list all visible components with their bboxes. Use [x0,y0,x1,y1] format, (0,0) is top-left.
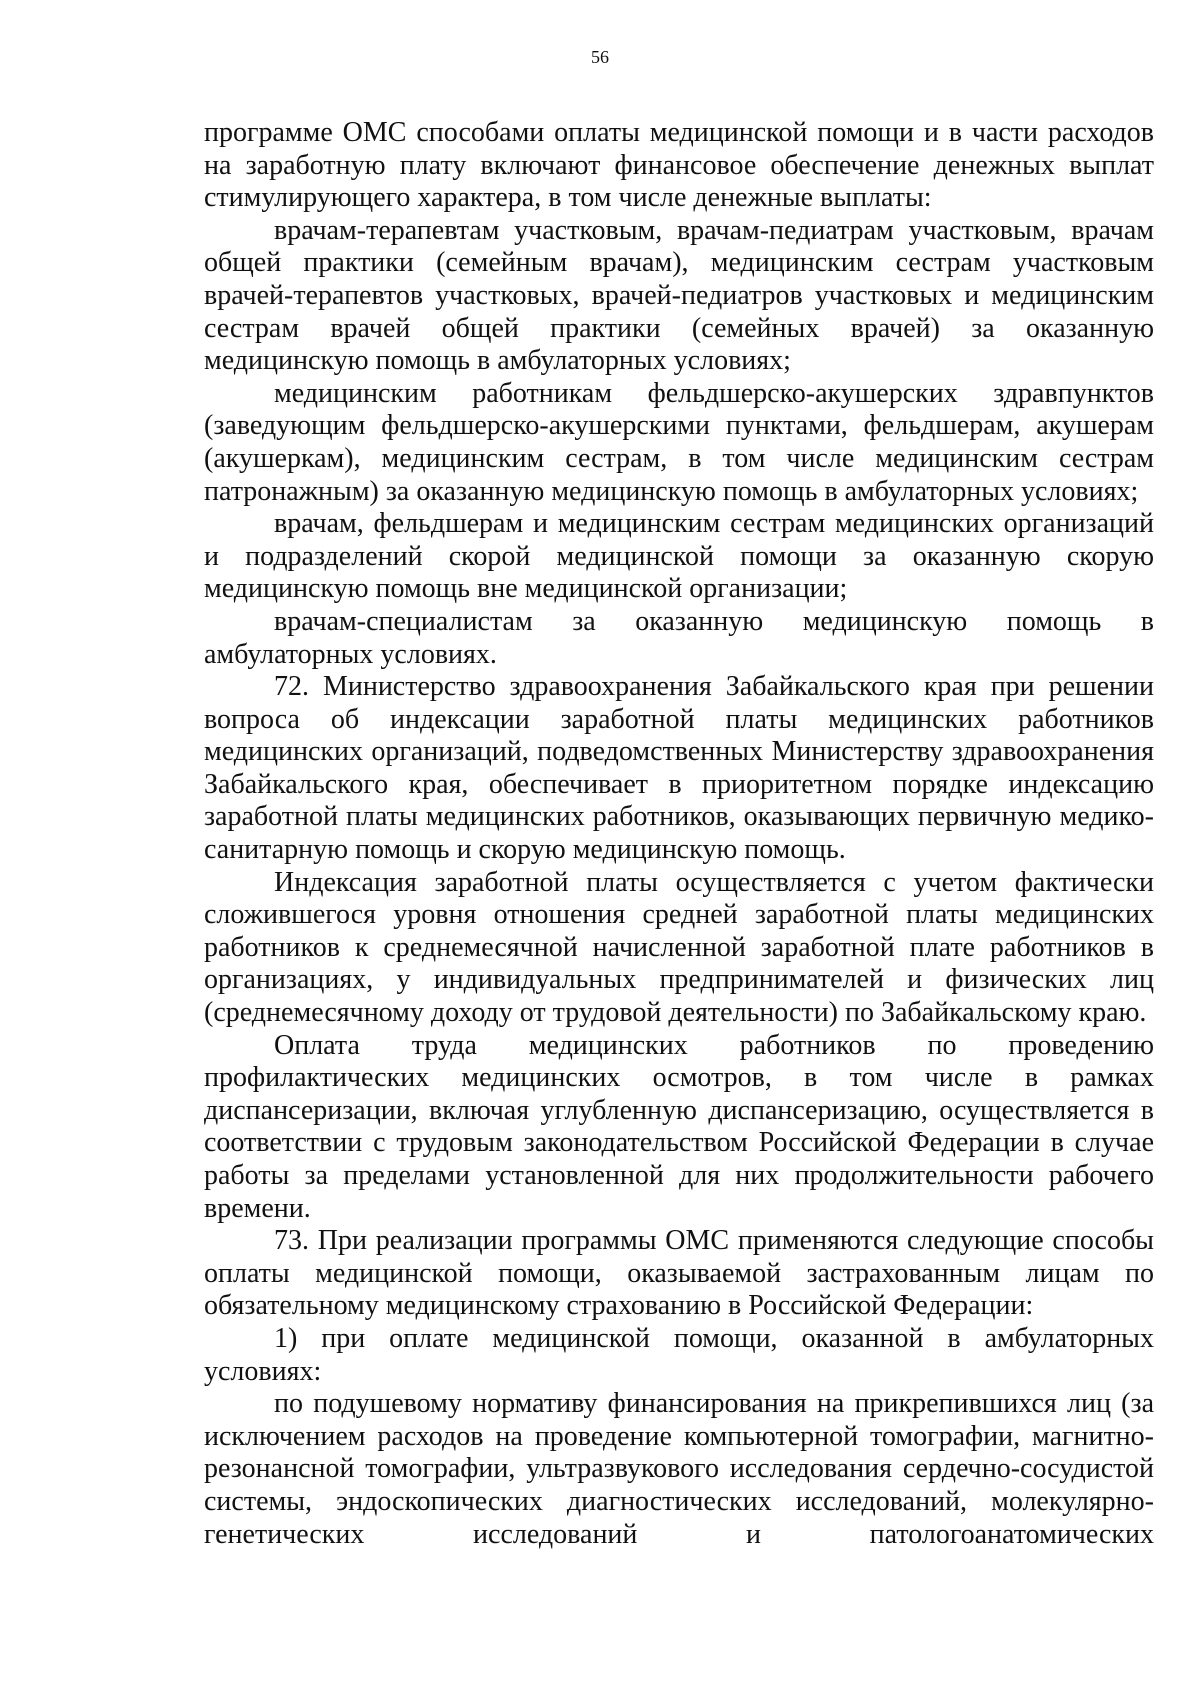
paragraph-payment-specialists: врачам-специалистам за оказанную медицинскую помощь в амбулаторных условиях. [204,605,1154,670]
page-number: 56 [591,47,609,67]
document-body [204,117,1154,1551]
paragraph-payment-district-doctors: врачам-терапевтам участковым, врачам-педиатрам участковым, врачам общей практики (семейным врачам), медицинским сестрам участковым врачей-терапевтов участковых, врачей-педиатров участковых и медицинским сестрам врачей общей практики (семейных врачей) за оказанную медицинскую помощь в амбулаторных условиях; [204,214,1154,377]
paragraph-preventive-exams-pay: Оплата труда медицинских работников по проведению профилактических медицинских осмотров, в том числе в рамках диспансеризации, включая углубленную диспансеризацию, осуществляется в соответствии с трудовым законодательством Российской Федерации в случае работы за пределами установленной для них продолжительности рабочего времени. [204,1029,1154,1224]
paragraph-item-72: 72. Министерство здравоохранения Забайкальского края при решении вопроса об индексации заработной платы медицинских работников медицинских организаций, подведомственных Министерству здравоохранения Забайкальского края, обеспечивает в приоритетном порядке индексацию заработной платы медицинских работников, оказывающих первичную медико-санитарную помощь и скорую медицинскую помощь. [204,671,1154,866]
paragraph-per-capita-norm: по подушевому нормативу финансирования на прикрепившихся лиц (за исключением расходов на проведение компьютерной томографии, магнитно-резонансной томографии, ультразвукового исследования сердечно-сосудистой системы, эндоскопических диагностических исследований, молекулярно-генетических исследований и патологоанатомических [204,1388,1154,1550]
paragraph-item-73: 73. При реализации программы ОМС применяются следующие способы оплаты медицинской помощи, оказываемой застрахованным лицам по обязательному медицинскому страхованию в Российской Федерации: [204,1225,1154,1322]
paragraph-indexation: Индексация заработной платы осуществляется с учетом фактически сложившегося уровня отношения средней заработной платы медицинских работников к среднемесячной начисленной заработной плате работников в организациях, у индивидуальных предпринимателей и физических лиц (среднемесячному доходу от трудовой деятельности) по Забайкальскому краю. [204,866,1154,1029]
paragraph-continuation: программе ОМС способами оплаты медицинской помощи и в части расходов на заработную плату включают финансовое обеспечение денежных выплат стимулирующего характера, в том числе денежные выплаты: [204,117,1154,214]
paragraph-payment-ambulance: врачам, фельдшерам и медицинским сестрам медицинских организаций и подразделений скорой медицинской помощи за оказанную скорую медицинскую помощь вне медицинской организации; [204,508,1154,605]
paragraph-subitem-1: 1) при оплате медицинской помощи, оказанной в амбулаторных условиях: [204,1322,1154,1387]
paragraph-payment-feldsher-points: медицинским работникам фельдшерско-акушерских здравпунктов (заведующим фельдшерско-акушерскими пунктами, фельдшерам, акушерам (акушеркам), медицинским сестрам, в том числе медицинским сестрам патронажным) за оказанную медицинскую помощь в амбулаторных условиях; [204,377,1154,507]
